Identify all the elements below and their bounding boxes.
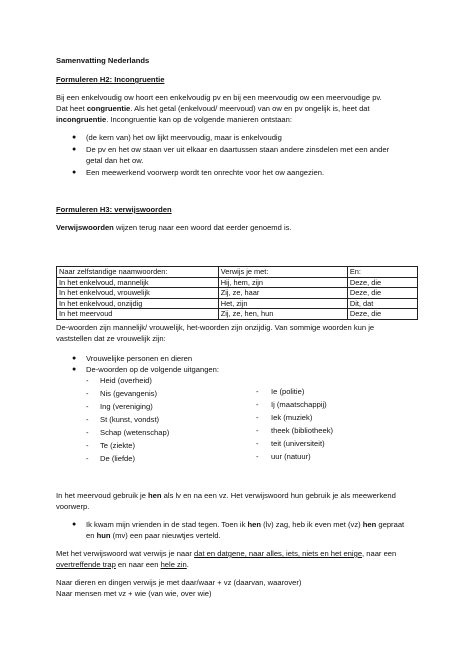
text-run: en naar een	[115, 560, 161, 569]
term-incongruentie: incongruentie	[56, 115, 107, 124]
dash-icon: -	[256, 439, 259, 448]
ending-item: Iek (muziek)	[271, 413, 313, 422]
text-run: (lv) zag, heb ik even met (vz)	[261, 520, 363, 529]
ending-item: theek (bibliotheek)	[271, 426, 334, 435]
table-row	[57, 309, 418, 320]
underlined-phrase: dat en datgene, naar alles, iets, niets en het enige	[194, 549, 363, 558]
section-heading-h2: Formuleren H2: Incongruentie	[56, 75, 165, 84]
dash-icon: -	[86, 389, 89, 398]
dash-icon: -	[256, 400, 259, 409]
bullet-dot-icon: ●	[72, 169, 77, 176]
text-run: (mv) een paar nieuwtjes verteld.	[110, 531, 221, 540]
dash-icon: -	[86, 402, 89, 411]
paragraph-line: Naar dieren en dingen verwijs je met daar/waar + vz (daarvan, waarover)	[56, 578, 302, 587]
paragraph-line	[56, 549, 396, 560]
text-run: Dat heet	[56, 104, 87, 113]
dash-icon: -	[256, 387, 259, 396]
paragraph-line: Naar mensen met vz + wie (van wie, over wie)	[56, 589, 212, 598]
list-item: Een meewerkend voorwerp wordt ten onrechte voor het ow aangezien.	[86, 168, 325, 177]
example-line	[86, 520, 404, 531]
ending-item: Ing (vereniging)	[100, 402, 153, 411]
paragraph-line	[56, 491, 396, 502]
ending-item: Ie (politie)	[271, 387, 305, 396]
table-header-cell: Verwijs je met:	[218, 267, 347, 278]
table-header-cell: En:	[347, 267, 417, 278]
list-item-continuation: getal dan het ow.	[86, 156, 144, 165]
ending-item: Te (ziekte)	[100, 441, 136, 450]
text-run: Met het verwijswoord wat verwijs je naar	[56, 549, 195, 558]
reference-table	[56, 266, 418, 320]
table-cell: Zij, ze, hen, hun	[218, 309, 347, 320]
table-cell: Deze, die	[347, 309, 417, 320]
ending-item: Schap (wetenschap)	[100, 428, 170, 437]
text-run: .	[186, 560, 189, 569]
table-cell: Deze, die	[347, 277, 417, 288]
table-cell: In het meervoud	[57, 309, 219, 320]
term-congruentie: congruentie	[86, 104, 131, 113]
term-verwijswoorden: Verwijswoorden	[56, 223, 114, 232]
text-run: als lv en na een vz. Het verwijswoord hun gebruik je als meewerkend	[161, 491, 396, 500]
dash-icon: -	[86, 376, 89, 385]
table-cell: In het enkelvoud, mannelijk	[57, 277, 219, 288]
table-row	[57, 298, 418, 309]
text-run: en	[86, 531, 97, 540]
table-cell: In het enkelvoud, onzijdig	[57, 298, 219, 309]
term-hen: hen	[362, 520, 377, 529]
dash-icon: -	[256, 426, 259, 435]
ending-item: Heid (overheid)	[100, 376, 152, 385]
underlined-phrase: hele zin	[160, 560, 187, 569]
term-hen: hen	[148, 491, 162, 500]
ending-item: Ij (maatschappij)	[271, 400, 327, 409]
text-run: , naar een	[362, 549, 397, 558]
dash-icon: -	[86, 441, 89, 450]
table-header-row	[57, 267, 418, 278]
table-row	[57, 288, 418, 299]
paragraph-line: vaststellen dat ze vrouwelijk zijn:	[56, 334, 166, 343]
paragraph-line	[56, 560, 189, 571]
ending-item: St (kunst, vondst)	[100, 415, 160, 424]
text-run: wijzen terug naar een woord dat eerder genoemd is.	[113, 223, 292, 232]
text-run: gepraat	[376, 520, 405, 529]
text-run: Ik kwam mijn vrienden in de stad tegen. Toen ik	[86, 520, 248, 529]
table-cell: Deze, die	[347, 288, 417, 299]
term-hen: hen	[247, 520, 262, 529]
ending-item: uur (natuur)	[271, 452, 311, 461]
document-title: Samenvatting Nederlands	[56, 56, 150, 65]
list-item: (de kern van) het ow lijkt meervoudig, maar is enkelvoudig	[86, 133, 282, 142]
paragraph-line	[56, 104, 370, 115]
paragraph-line	[56, 115, 292, 126]
paragraph-line: Bij een enkelvoudig ow hoort een enkelvoudig pv en bij een meervoudig ow een meervoudige pv.	[56, 93, 382, 102]
text-run: . Incongruentie kan op de volgende manieren ontstaan:	[106, 115, 292, 124]
text-run: . Als het getal (enkelvoud/ meervoud) van ow en pv ongelijk is, heet dat	[130, 104, 370, 113]
underlined-phrase: overtreffende trap	[56, 560, 116, 569]
dash-icon: -	[256, 413, 259, 422]
bullet-dot-icon: ●	[72, 366, 77, 373]
text-run: In het meervoud gebruik je	[56, 491, 149, 500]
example-line	[86, 531, 221, 542]
table-row	[57, 277, 418, 288]
paragraph-line: voorwerp.	[56, 502, 90, 511]
dash-icon: -	[86, 415, 89, 424]
bullet-dot-icon: ●	[72, 146, 77, 153]
ending-item: teit (universiteit)	[271, 439, 325, 448]
bullet-dot-icon: ●	[72, 134, 77, 141]
section-heading-h3: Formuleren H3: verwijswoorden	[56, 205, 172, 214]
list-item: Vrouwelijke personen en dieren	[86, 354, 193, 363]
table-cell: Dit, dat	[347, 298, 417, 309]
bullet-dot-icon: ●	[72, 521, 77, 528]
table-cell: In het enkelvoud, vrouwelijk	[57, 288, 219, 299]
dash-icon: -	[256, 452, 259, 461]
table-header-cell: Naar zelfstandige naamwoorden:	[57, 267, 219, 278]
paragraph-line	[56, 223, 292, 234]
list-item: De pv en het ow staan ver uit elkaar en daartussen staan andere zinsdelen met een ander	[86, 145, 390, 154]
dash-icon: -	[86, 454, 89, 463]
paragraph-line: De-woorden zijn mannelijk/ vrouwelijk, het-woorden zijn onzijdig. Van sommige woorden kun je	[56, 323, 375, 332]
ending-item: Nis (gevangenis)	[100, 389, 157, 398]
ending-item: De (liefde)	[100, 454, 136, 463]
table-cell: Het, zijn	[218, 298, 347, 309]
bullet-dot-icon: ●	[72, 355, 77, 362]
term-hun: hun	[96, 531, 111, 540]
dash-icon: -	[86, 428, 89, 437]
table-cell: Hij, hem, zijn	[218, 277, 347, 288]
list-item: De-woorden op de volgende uitgangen:	[86, 365, 219, 374]
table-cell: Zij, ze, haar	[218, 288, 347, 299]
